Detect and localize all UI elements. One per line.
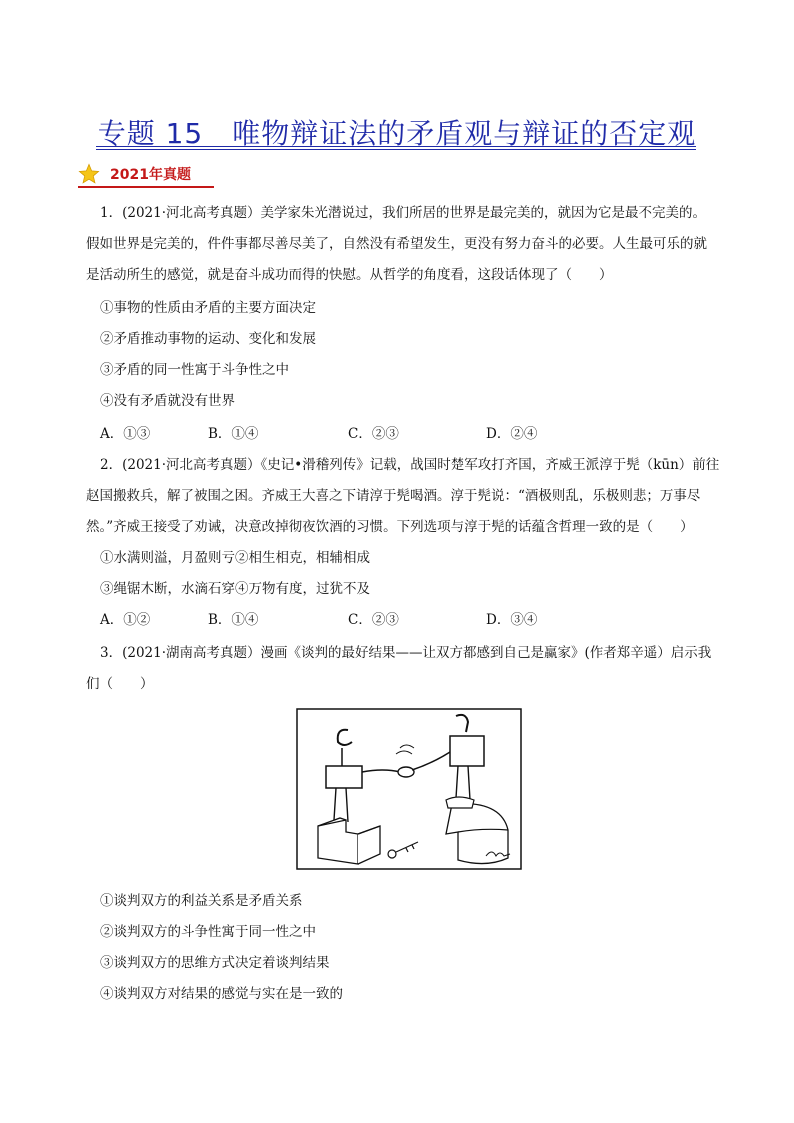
star-icon [78, 163, 100, 185]
q1-option-c[interactable]: C．②③ [348, 426, 399, 442]
q1-option-d[interactable]: D．②④ [486, 426, 538, 442]
page-title: 专题 15 唯物辩证法的矛盾观与辩证的否定观 [97, 117, 697, 150]
q3-statement: ③谈判双方的思维方式决定着谈判结果 [100, 955, 330, 971]
q2-option-c[interactable]: C．②③ [348, 612, 399, 628]
q1-statement: ④没有矛盾就没有世界 [100, 393, 235, 409]
q2-option-d[interactable]: D．③④ [486, 612, 538, 628]
q2-line: 然。”齐威王接受了劝诫，决意改掉彻夜饮酒的习惯。下列选项与淳于髡的话蕴含哲理一致的是（ ） [86, 519, 694, 535]
q1-statement: ①事物的性质由矛盾的主要方面决定 [100, 300, 316, 316]
q2-statement: ①水满则溢，月盈则亏②相生相克，相辅相成 [100, 550, 370, 566]
q2-option-b[interactable]: B．①④ [208, 612, 259, 628]
q1-line: 是活动所生的感觉，就是奋斗成功而得的快慰。从哲学的角度看，这段话体现了（ ） [86, 267, 613, 283]
q2-option-a[interactable]: A．①② [100, 612, 151, 628]
q2-line: 2．(2021·河北高考真题）《史记•滑稽列传》记载，战国时楚军攻打齐国，齐威王派淳于髡（kūn）前往 [100, 457, 720, 473]
title-underline [96, 146, 696, 150]
q3-statement: ④谈判双方对结果的感觉与实在是一致的 [100, 986, 343, 1002]
q3-statement: ②谈判双方的斗争性寓于同一性之中 [100, 924, 316, 940]
section-badge [78, 162, 191, 186]
q3-line: 们（ ） [86, 676, 154, 692]
q2-statement: ③绳锯木断，水滴石穿④万物有度，过犹不及 [100, 581, 370, 597]
q1-option-b[interactable]: B．①④ [208, 426, 259, 442]
section-underline [78, 186, 214, 188]
q1-line: 1．(2021·河北高考真题）美学家朱光潜说过，我们所居的世界是最完美的，就因为它是最不完美的。 [100, 205, 707, 221]
q1-statement: ③矛盾的同一性寓于斗争性之中 [100, 362, 289, 378]
negotiation-cartoon [296, 708, 522, 870]
q2-line: 赵国搬救兵，解了被围之困。齐威王大喜之下请淳于髡喝酒。淳于髡说：“酒极则乱，乐极则悲；万事尽 [86, 488, 701, 504]
q1-option-a[interactable]: A．①③ [100, 426, 151, 442]
section-label: 2021年真题 [110, 167, 191, 183]
q1-statement: ②矛盾推动事物的运动、变化和发展 [100, 331, 316, 347]
q1-line: 假如世界是完美的，件件事都尽善尽美了，自然没有希望发生，更没有努力奋斗的必要。人生最可乐的就 [86, 236, 707, 252]
q3-statement: ①谈判双方的利益关系是矛盾关系 [100, 893, 303, 909]
q3-line: 3．(2021·湖南高考真题）漫画《谈判的最好结果——让双方都感到自己是赢家》(作者郑辛遥）启示我 [100, 645, 712, 661]
